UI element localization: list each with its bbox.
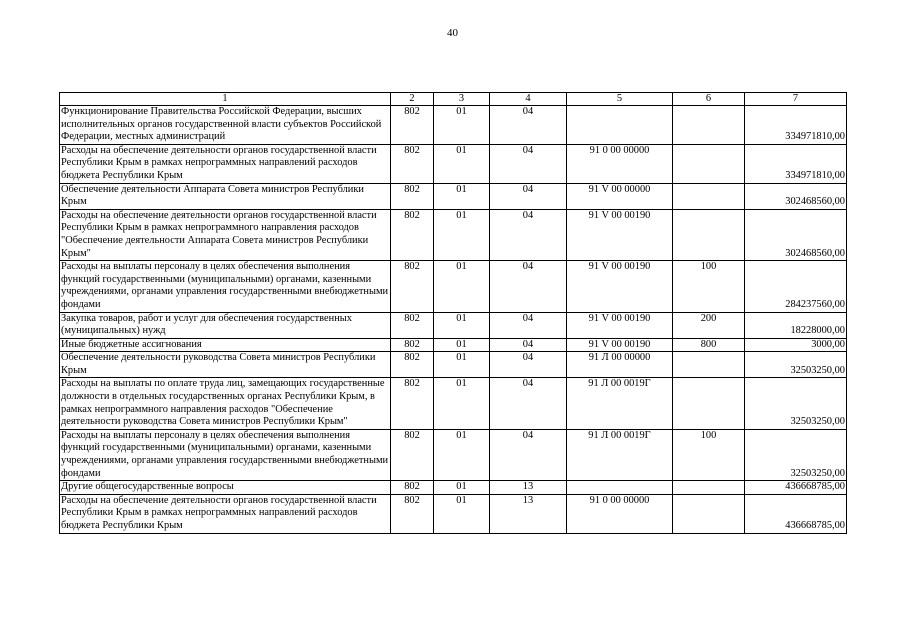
table-row: [60, 183, 847, 209]
row-col-6: [673, 106, 745, 145]
row-col-2: 802: [391, 481, 434, 495]
row-col-5: 91 Л 00 00000: [567, 352, 673, 378]
row-name: Обеспечение деятельности руководства Совета министров Республики Крым: [60, 352, 391, 378]
row-col-5: 91 0 00 00000: [567, 144, 673, 183]
row-name: Расходы на выплаты персоналу в целях обеспечения выполнения функций государственными (муниципальными) органами, казенными учреждениями, органами управления государственными внебюджетными фондами: [60, 261, 391, 312]
row-col-5: 91 V 00 00190: [567, 338, 673, 352]
row-col-3: 01: [434, 261, 490, 312]
row-col-3: 01: [434, 209, 490, 260]
row-col-6: [673, 352, 745, 378]
row-amount: 334971810,00: [745, 106, 847, 145]
row-col-2: 802: [391, 429, 434, 480]
page-number: 40: [447, 27, 458, 39]
row-col-5: 91 V 00 00190: [567, 209, 673, 260]
table-row: [60, 494, 847, 533]
row-amount: 436668785,00: [745, 481, 847, 495]
row-col-4: 04: [490, 429, 567, 480]
row-col-2: 802: [391, 183, 434, 209]
row-col-5: [567, 106, 673, 145]
row-col-2: 802: [391, 494, 434, 533]
row-col-3: 01: [434, 481, 490, 495]
table-row: [60, 261, 847, 312]
table-row: [60, 144, 847, 183]
row-col-3: 01: [434, 352, 490, 378]
row-col-4: 04: [490, 378, 567, 429]
row-amount: 32503250,00: [745, 429, 847, 480]
budget-table: [59, 92, 847, 534]
header-cell-1: 1: [60, 93, 391, 106]
row-col-3: 01: [434, 429, 490, 480]
row-col-4: 13: [490, 481, 567, 495]
row-name: Функционирование Правительства Российской Федерации, высших исполнительных органов государственной власти субъектов Российской Федерации, местных администраций: [60, 106, 391, 145]
header-cell-7: 7: [745, 93, 847, 106]
row-amount: 302468560,00: [745, 209, 847, 260]
row-amount: 3000,00: [745, 338, 847, 352]
row-col-3: 01: [434, 144, 490, 183]
row-col-5: 91 Л 00 0019Г: [567, 429, 673, 480]
row-col-4: 04: [490, 261, 567, 312]
row-col-2: 802: [391, 144, 434, 183]
row-amount: 436668785,00: [745, 494, 847, 533]
header-cell-6: 6: [673, 93, 745, 106]
row-col-6: [673, 378, 745, 429]
table-row: [60, 429, 847, 480]
row-col-3: 01: [434, 378, 490, 429]
row-col-6: [673, 494, 745, 533]
row-col-4: 04: [490, 183, 567, 209]
row-col-2: 802: [391, 378, 434, 429]
row-col-6: 800: [673, 338, 745, 352]
table-row: [60, 352, 847, 378]
row-col-6: 200: [673, 312, 745, 338]
row-amount: 284237560,00: [745, 261, 847, 312]
table-row: [60, 312, 847, 338]
row-col-3: 01: [434, 494, 490, 533]
table-row: [60, 209, 847, 260]
row-col-5: 91 V 00 00190: [567, 261, 673, 312]
row-col-4: 04: [490, 312, 567, 338]
row-name: Расходы на обеспечение деятельности органов государственной власти Республики Крым в рамках непрограммных направлений расходов бюджета Республики Крым: [60, 494, 391, 533]
row-col-5: 91 V 00 00190: [567, 312, 673, 338]
row-name: Расходы на выплаты по оплате труда лиц, замещающих государственные должности в отдельных государственных органах Республики Крым, в рамках непрограммного направления расходов "Обеспечение деятельности руководства Совета министров Республики Крым": [60, 378, 391, 429]
table-row: [60, 481, 847, 495]
row-col-6: [673, 481, 745, 495]
row-amount: 334971810,00: [745, 144, 847, 183]
row-col-5: 91 Л 00 0019Г: [567, 378, 673, 429]
row-col-6: 100: [673, 261, 745, 312]
row-col-4: 04: [490, 338, 567, 352]
row-name: Закупка товаров, работ и услуг для обеспечения государственных (муниципальных) нужд: [60, 312, 391, 338]
row-col-5: [567, 481, 673, 495]
row-name: Расходы на выплаты персоналу в целях обеспечения выполнения функций государственными (муниципальными) органами, казенными учреждениями, органами управления государственными внебюджетными фондами: [60, 429, 391, 480]
row-name: Другие общегосударственные вопросы: [60, 481, 391, 495]
row-col-6: [673, 183, 745, 209]
row-name: Обеспечение деятельности Аппарата Совета министров Республики Крым: [60, 183, 391, 209]
row-col-2: 802: [391, 312, 434, 338]
row-col-5: 91 V 00 00000: [567, 183, 673, 209]
row-col-6: 100: [673, 429, 745, 480]
row-amount: 18228000,00: [745, 312, 847, 338]
header-row: [60, 93, 847, 106]
row-col-2: 802: [391, 261, 434, 312]
row-name: Иные бюджетные ассигнования: [60, 338, 391, 352]
table-row: [60, 338, 847, 352]
table-row: [60, 106, 847, 145]
row-col-4: 04: [490, 144, 567, 183]
table-row: [60, 378, 847, 429]
row-col-2: 802: [391, 209, 434, 260]
row-col-2: 802: [391, 106, 434, 145]
row-amount: 32503250,00: [745, 352, 847, 378]
row-col-4: 04: [490, 209, 567, 260]
row-col-4: 13: [490, 494, 567, 533]
header-cell-3: 3: [434, 93, 490, 106]
row-col-3: 01: [434, 183, 490, 209]
row-col-3: 01: [434, 338, 490, 352]
header-cell-2: 2: [391, 93, 434, 106]
row-name: Расходы на обеспечение деятельности органов государственной власти Республики Крым в рамках непрограммного направления расходов "Обеспечение деятельности Аппарата Совета министров Республики Крым": [60, 209, 391, 260]
row-amount: 302468560,00: [745, 183, 847, 209]
row-amount: 32503250,00: [745, 378, 847, 429]
row-col-6: [673, 209, 745, 260]
row-name: Расходы на обеспечение деятельности органов государственной власти Республики Крым в рамках непрограммных направлений расходов бюджета Республики Крым: [60, 144, 391, 183]
header-cell-5: 5: [567, 93, 673, 106]
row-col-2: 802: [391, 352, 434, 378]
row-col-3: 01: [434, 106, 490, 145]
row-col-3: 01: [434, 312, 490, 338]
header-cell-4: 4: [490, 93, 567, 106]
row-col-2: 802: [391, 338, 434, 352]
row-col-4: 04: [490, 352, 567, 378]
row-col-5: 91 0 00 00000: [567, 494, 673, 533]
row-col-6: [673, 144, 745, 183]
row-col-4: 04: [490, 106, 567, 145]
